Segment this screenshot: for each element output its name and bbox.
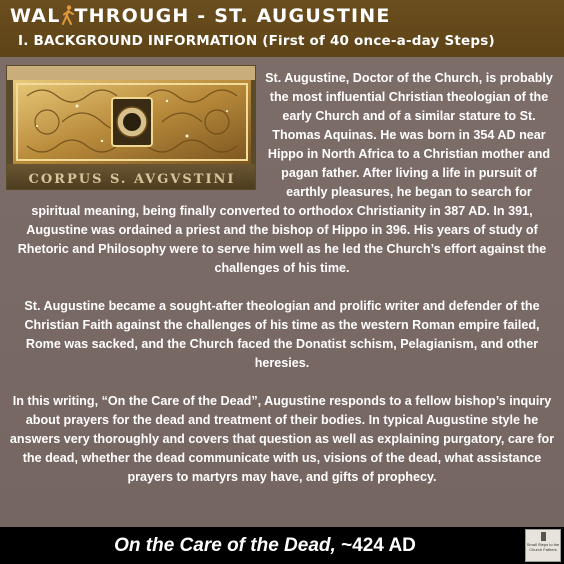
work-title: On the Care of the Dead, — [114, 535, 336, 556]
cross-icon — [541, 532, 546, 541]
section-subtitle: I. BACKGROUND INFORMATION (First of 40 once-a-day Steps) — [18, 33, 495, 49]
photo-spacer — [6, 69, 260, 197]
series-logo — [525, 529, 561, 562]
title-prefix: WAL — [10, 5, 61, 27]
footer-bar — [0, 527, 564, 564]
paragraph-writing: In this writing, “On the Care of the Dead”, Augustine responds to a fellow bishop’s inquiry about prayers for the dead and treatment of their bodies. In typical Augustine style he answers very thoroughly and covers that question as well as explaining purgatory, care for the dead, whether the dead communicate with us, visions of the dead, what assistance prayers to martyrs may have, and gifts of prophecy. — [9, 394, 555, 484]
paragraph-biography: St. Augustine, Doctor of the Church, is probably the most influential Christian theologian of the early Church and of a similar stature to St. Thomas Aquinas. He was born in 354 AD near Hippo in North Africa to a Christian mother and pagan father. After living a life in pursuit of earthly pleasures, he began to search for spiritual meaning, being finally converted to orthodox Christianity in 387 AD. In 391, Augustine was ordained a priest and the bishop of Hippo in 396. His years of study of Rhetoric and Philosophy were to serve him well as he led the Church’s effort against the challenges of his time. — [17, 71, 553, 275]
walking-person-icon — [61, 5, 75, 25]
page-title — [10, 5, 391, 27]
body-text — [6, 69, 558, 487]
header-banner — [0, 0, 564, 57]
logo-text: Small Steps to the Church Fathers — [526, 542, 560, 552]
title-suffix: THROUGH - ST. AUGUSTINE — [74, 5, 391, 27]
footer-title — [0, 535, 530, 557]
photo-inscription: CORPUS S. AVGVSTINI — [28, 172, 236, 187]
paragraph-theologian: St. Augustine became a sought-after theologian and prolific writer and defender of the Christian Faith against the challenges of his time as the western Roman empire failed, Rome was sacked, and the Church faced the Donatist schism, Pelagianism, and other heresies. — [24, 299, 540, 370]
work-date: ~424 AD — [335, 535, 416, 556]
content-area — [0, 57, 564, 527]
